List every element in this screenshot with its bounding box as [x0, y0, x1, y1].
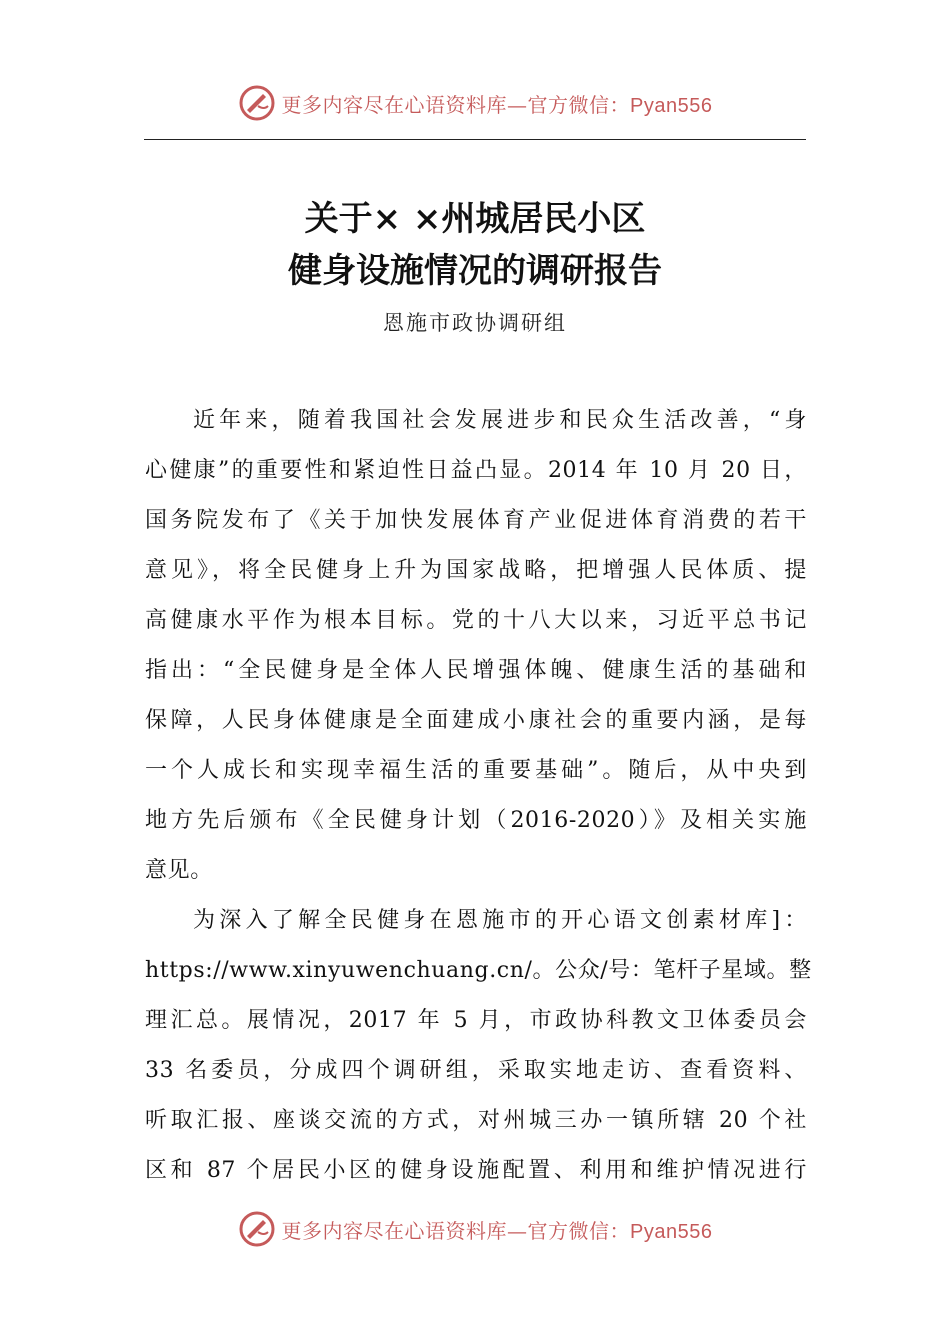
- paragraph-line: 听取汇报、座谈交流的方式，对州城三办一镇所辖 20 个社: [145, 1108, 807, 1133]
- title-line-2: 健身设施情况的调研报告: [288, 251, 662, 291]
- paragraph-line: 理汇总。展情况，2017 年 5 月，市政协科教文卫体委员会: [145, 1008, 807, 1033]
- paragraph-line: 心健康”的重要性和紧迫性日益凸显。2014 年 10 月 20 日，: [145, 458, 807, 483]
- banner-dash: —: [507, 92, 528, 117]
- paragraph-2: [145, 896, 812, 1196]
- banner-dash: —: [507, 1218, 528, 1243]
- banner-site-name: 更多内容尽在心语资料库: [281, 92, 508, 117]
- banner-text: [282, 1215, 713, 1244]
- banner-wechat-id: Pyan556: [630, 1220, 713, 1243]
- banner-contact-label: 官方微信：: [527, 1218, 631, 1243]
- paragraph-line: 33 名委员，分成四个调研组，采取实地走访、查看资料、: [145, 1058, 807, 1083]
- banner-contact-label: 官方微信：: [527, 92, 631, 117]
- banner-wechat-id: Pyan556: [630, 94, 713, 117]
- document-author: 恩施市政协调研组: [383, 311, 567, 335]
- paragraph-line: 近年来，随着我国社会发展进步和民众生活改善，“身: [193, 408, 807, 433]
- pen-logo-icon: [238, 84, 276, 122]
- paragraph-1: [145, 396, 807, 896]
- paragraph-line: https://www.xinyuwenchuang.cn/。公众/号：笔杆子星域。整: [145, 958, 812, 983]
- paragraph-line: 高健康水平作为根本目标。党的十八大以来，习近平总书记: [145, 608, 807, 633]
- paragraph-line: 意见》，将全民健身上升为国家战略，把增强人民体质、提: [145, 558, 807, 583]
- footer-watermark-banner: [0, 1210, 950, 1248]
- paragraph-line: 为深入了解全民健身在恩施市的开心语文创素材库]：: [193, 908, 807, 933]
- paragraph-line: 区和 87 个居民小区的健身设施配置、利用和维护情况进行: [145, 1158, 807, 1183]
- paragraph-line: 指出：“全民健身是全体人民增强体魄、健康生活的基础和: [145, 658, 807, 683]
- banner-text: [282, 89, 713, 118]
- document-body: [145, 396, 812, 1196]
- pen-logo-icon: [238, 1210, 276, 1248]
- paragraph-line: 意见。: [145, 858, 213, 883]
- paragraph-line: 一个人成长和实现幸福生活的重要基础”。随后，从中央到: [145, 758, 807, 783]
- header-divider: [144, 139, 806, 140]
- banner-site-name: 更多内容尽在心语资料库: [281, 1218, 508, 1243]
- paragraph-line: 地方先后颁布《全民健身计划（2016-2020）》及相关实施: [145, 808, 807, 833]
- header-watermark-banner: [0, 84, 950, 122]
- paragraph-line: 国务院发布了《关于加快发展体育产业促进体育消费的若干: [145, 508, 807, 533]
- title-line-1: 关于× ×州城居民小区: [304, 199, 646, 239]
- paragraph-line: 保障，人民身体健康是全面建成小康社会的重要内涵，是每: [145, 708, 807, 733]
- document-title: [0, 193, 950, 297]
